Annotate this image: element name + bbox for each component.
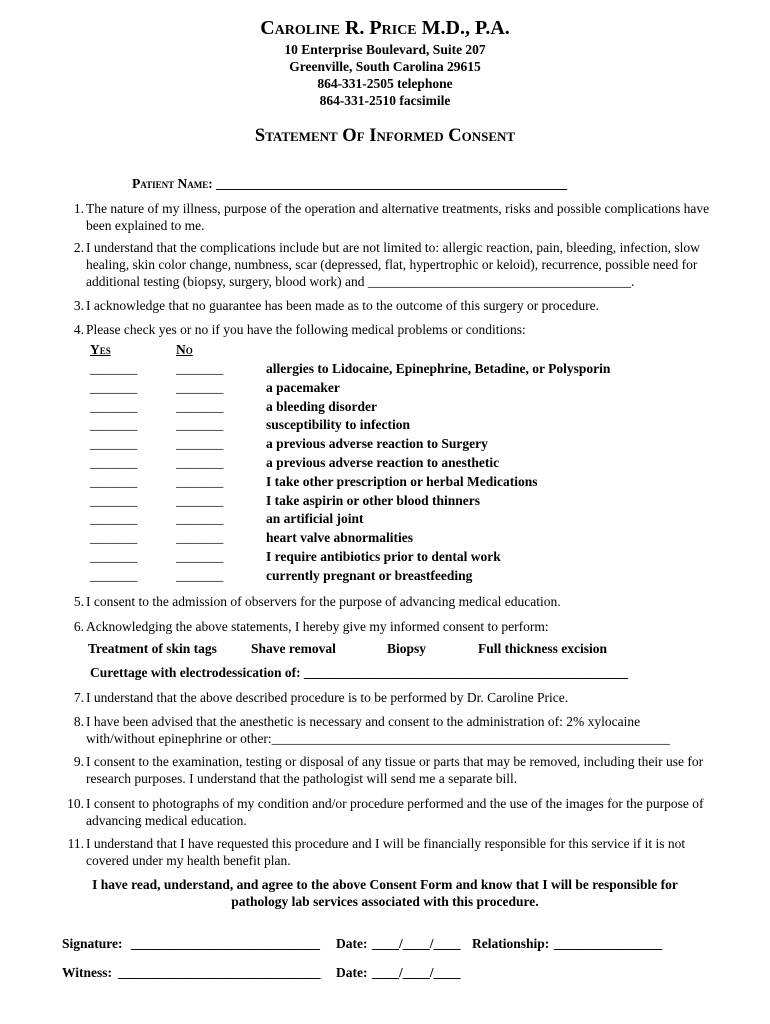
consent-item-8: 8. I have been advised that the anesthetic is necessary and consent to the administration of: 2% xylocaine with/without epinephrine or other:___________________________________________________________	[73, 714, 670, 746]
no-checkbox-blank[interactable]: _______	[176, 436, 224, 451]
no-checkbox-blank[interactable]: _______	[176, 549, 224, 564]
procedure-skin-tags[interactable]: Treatment of skin tags	[88, 641, 217, 656]
page-title: Statement Of Informed Consent	[254, 126, 516, 146]
condition-label: currently pregnant or breastfeeding	[266, 568, 473, 583]
fax-number: 864-331-2510 facsimile	[319, 93, 451, 108]
condition-label: a bleeding disorder	[266, 399, 378, 414]
yes-checkbox-blank[interactable]: _______	[90, 361, 138, 376]
patient-name-row	[132, 176, 567, 192]
date-label: Date:	[336, 936, 368, 951]
no-column-header: No	[176, 342, 193, 357]
yes-checkbox-blank[interactable]: _______	[90, 417, 138, 432]
yes-checkbox-blank[interactable]: _______	[90, 549, 138, 564]
patient-name-label: Patient Name:	[132, 176, 213, 191]
yes-checkbox-blank[interactable]: _______	[90, 530, 138, 545]
relationship-label: Relationship:	[472, 936, 550, 951]
agreement-statement: I have read, understand, and agree to the above Consent Form and know that I will be responsible for pathology lab services associated with this procedure.	[92, 877, 678, 909]
condition-label: a previous adverse reaction to Surgery	[266, 436, 488, 451]
condition-label: I take aspirin or other blood thinners	[266, 493, 481, 508]
relationship-field[interactable]: ________________	[554, 936, 662, 951]
yes-checkbox-blank[interactable]: _______	[90, 493, 138, 508]
address-line-1: 10 Enterprise Boulevard, Suite 207	[284, 42, 486, 57]
consent-item-11: 11. I understand that I have requested this procedure and I will be financially responsible for this service if it is not covered under my health benefit plan.	[67, 836, 686, 868]
practice-name: Caroline R. Price M.D., P.A.	[260, 17, 510, 39]
consent-item-5: 5. I consent to the admission of observers for the purpose of advancing medical education.	[73, 594, 561, 609]
witness-label: Witness:	[62, 965, 113, 980]
consent-item-3: 3. I acknowledge that no guarantee has been made as to the outcome of this surgery or procedure.	[73, 298, 599, 313]
yes-checkbox-blank[interactable]: _______	[90, 436, 138, 451]
no-checkbox-blank[interactable]: _______	[176, 511, 224, 526]
consent-item-1: 1. The nature of my illness, purpose of the operation and alternative treatments, risks and possible complications have been explained to me.	[73, 201, 710, 233]
curettage-field[interactable]: Curettage with electrodessication of: ________________________________________________	[90, 665, 628, 680]
yes-checkbox-blank[interactable]: _______	[90, 511, 138, 526]
procedure-shave-removal[interactable]: Shave removal	[251, 641, 336, 656]
yes-checkbox-blank[interactable]: _______	[90, 380, 138, 395]
no-checkbox-blank[interactable]: _______	[176, 455, 224, 470]
yes-checkbox-blank[interactable]: _______	[90, 568, 138, 583]
signature-label: Signature:	[62, 936, 123, 951]
consent-item-10: 10. I consent to photographs of my condition and/or procedure performed and the use of the images for the purpose of advancing medical education.	[67, 796, 704, 828]
phone-number: 864-331-2505 telephone	[317, 76, 453, 91]
procedure-full-thickness-excision[interactable]: Full thickness excision	[478, 641, 608, 656]
yes-checkbox-blank[interactable]: _______	[90, 399, 138, 414]
patient-name-field[interactable]: ____________________________________________________	[216, 176, 568, 191]
procedure-biopsy[interactable]: Biopsy	[387, 641, 427, 656]
no-checkbox-blank[interactable]: _______	[176, 530, 224, 545]
signature-field[interactable]: ____________________________	[131, 936, 320, 951]
condition-label: I take other prescription or herbal Medications	[266, 474, 538, 489]
condition-label: an artificial joint	[266, 511, 364, 526]
consent-item-6: 6. Acknowledging the above statements, I hereby give my informed consent to perform:	[73, 619, 549, 634]
consent-item-7: 7. I understand that the above described procedure is to be performed by Dr. Caroline Price.	[73, 690, 569, 705]
condition-label: a pacemaker	[266, 380, 340, 395]
witness-date-field[interactable]: ____/____/____	[372, 965, 461, 980]
no-checkbox-blank[interactable]: _______	[176, 417, 224, 432]
no-checkbox-blank[interactable]: _______	[176, 399, 224, 414]
yes-checkbox-blank[interactable]: _______	[90, 474, 138, 489]
date-field[interactable]: ____/____/____	[372, 936, 461, 951]
witness-date-label: Date:	[336, 965, 368, 980]
condition-label: I require antibiotics prior to dental work	[266, 549, 501, 564]
no-checkbox-blank[interactable]: _______	[176, 474, 224, 489]
condition-label: heart valve abnormalities	[266, 530, 413, 545]
consent-item-4: 4. Please check yes or no if you have the following medical problems or conditions:	[73, 322, 526, 337]
no-checkbox-blank[interactable]: _______	[176, 380, 224, 395]
witness-field[interactable]: ______________________________	[118, 965, 321, 980]
no-checkbox-blank[interactable]: _______	[176, 361, 224, 376]
address-line-2: Greenville, South Carolina 29615	[289, 59, 481, 74]
no-checkbox-blank[interactable]: _______	[176, 493, 224, 508]
yes-checkbox-blank[interactable]: _______	[90, 455, 138, 470]
condition-label: a previous adverse reaction to anesthetic	[266, 455, 500, 470]
condition-label: susceptibility to infection	[266, 417, 410, 432]
consent-item-9: 9. I consent to the examination, testing or disposal of any tissue or parts that may be removed, including their use for research purposes. I understand that the pathologist will send me a separate bill.	[73, 754, 704, 786]
yes-column-header: Yes	[90, 342, 111, 357]
no-checkbox-blank[interactable]: _______	[176, 568, 224, 583]
condition-label: allergies to Lidocaine, Epinephrine, Betadine, or Polysporin	[266, 361, 611, 376]
consent-item-2: 2. I understand that the complications include but are not limited to: allergic reaction, pain, bleeding, infection, slow healing, skin color change, numbness, scar (depressed, flat, hypertrophic or keloid), recurrence, possible need for additional testing (biopsy, surgery, blood work) and _______________________________________.	[73, 240, 700, 289]
